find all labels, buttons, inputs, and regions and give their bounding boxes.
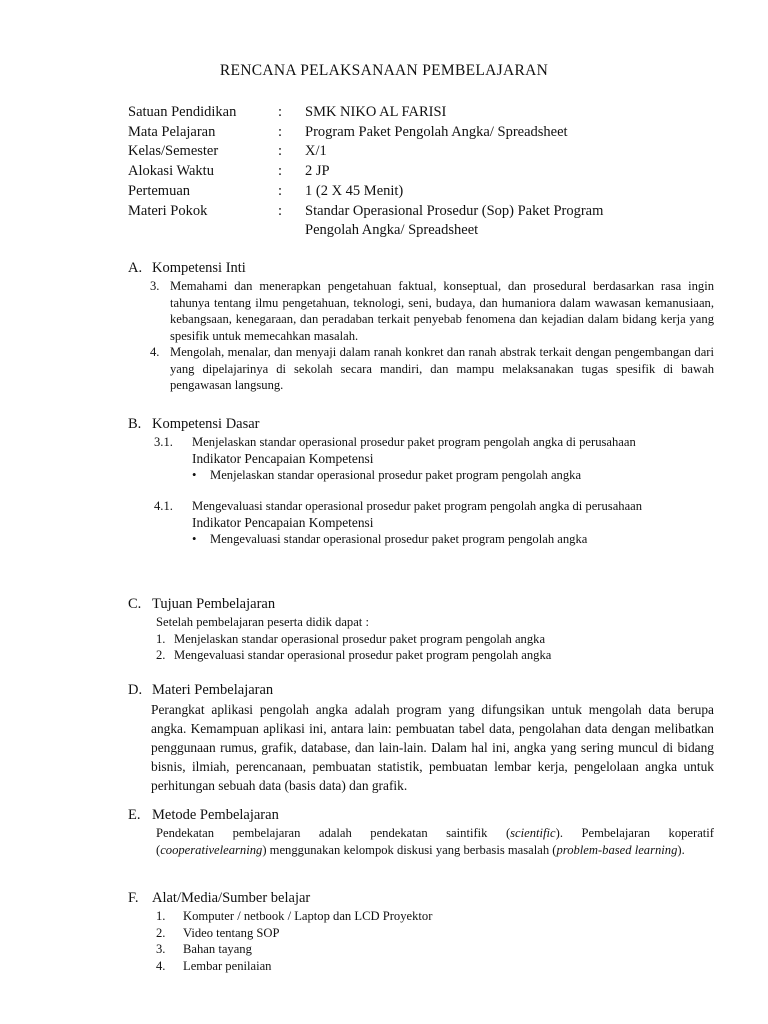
- identity-value: 2 JP: [305, 163, 330, 180]
- section-kompetensi-dasar: [128, 414, 714, 547]
- list-text: Menjelaskan standar operasional prosedur paket program pengolah angka: [174, 631, 546, 646]
- identity-label: Pertemuan: [128, 182, 191, 199]
- indicator-text: Mengevaluasi standar operasional prosedur paket program pengolah angka: [210, 531, 588, 546]
- metode-paragraph: [156, 825, 714, 858]
- materi-paragraph: Perangkat aplikasi pengolah angka adalah program yang difungsikan untuk mengolah data berupa angka. Kemampuan aplikasi ini, antara lain: pembuatan tabel data, pengolahan data dengan melibatkan penggunaan rumus, grafik, database, dan lain-lain. Dalam hal ini, angka yang sering muncul di bidang bisnis, ilmiah, perencanaan, pembuatan statistik, pembuatan lembar kerja, pengelolaan angka untuk perhitungan sebuah data (basis data) dan grafik.: [151, 702, 714, 793]
- section-heading: [128, 414, 714, 434]
- identity-row-pertemuan: [128, 182, 688, 202]
- section-letter: A.: [128, 260, 143, 276]
- list-item: [156, 908, 714, 925]
- list-number: 4.: [150, 345, 160, 359]
- identity-label: Kelas/Semester: [128, 143, 219, 160]
- metode-text: ). Pembelajaran koperatif (: [156, 826, 714, 857]
- identity-row-alokasi: [128, 162, 688, 182]
- identity-row-satuan: [128, 103, 688, 123]
- kd-item: [154, 498, 714, 547]
- metode-term: problem-based learning: [556, 842, 678, 857]
- kd-number: 4.1.: [154, 499, 173, 513]
- list-text: Komputer / netbook / Laptop dan LCD Proyektor: [183, 909, 433, 923]
- list-number: 2.: [156, 648, 166, 662]
- kd-statement: [154, 498, 714, 515]
- indicator-item: [192, 531, 714, 548]
- section-heading: [128, 680, 714, 700]
- list-item: [156, 631, 714, 648]
- section-letter: C.: [128, 596, 142, 612]
- list-item: [150, 278, 714, 344]
- identity-value-line: Pengolah Angka/ Spreadsheet: [305, 222, 479, 239]
- list-text: Mengevaluasi standar operasional prosedur paket program pengolah angka: [174, 648, 552, 662]
- identity-row-mapel: [128, 123, 688, 143]
- identity-colon: :: [278, 143, 283, 160]
- list-number: 4.: [156, 958, 166, 973]
- identity-label: Alokasi Waktu: [128, 163, 214, 180]
- section-metode-pembelajaran: [128, 805, 714, 858]
- identity-value: Program Paket Pengolah Angka/ Spreadsheet: [305, 123, 568, 140]
- section-letter: B.: [128, 416, 142, 432]
- identity-row-materi: [128, 202, 688, 241]
- list-number: 3.: [156, 942, 166, 956]
- kd-text: Mengevaluasi standar operasional prosedur paket program pengolah angka di perusahaan: [192, 499, 643, 513]
- section-heading: [128, 805, 714, 825]
- identity-value: X/1: [305, 143, 327, 160]
- list-number: 1.: [156, 631, 166, 646]
- section-title: Metode Pembelajaran: [152, 807, 279, 823]
- metode-text: Pendekatan pembelajaran adalah pendekatan saintifik (: [156, 826, 511, 840]
- list-item: [156, 958, 714, 975]
- list-text: Bahan tayang: [183, 942, 252, 956]
- section-materi-pembelajaran: [128, 680, 714, 795]
- kd-statement: [154, 434, 714, 451]
- identity-table: [128, 103, 688, 241]
- list-text: Video tentang SOP: [183, 925, 280, 940]
- list-number: 1.: [156, 909, 166, 923]
- metode-term: cooperativelearning: [160, 842, 263, 857]
- indicator-item: [192, 467, 714, 484]
- section-heading: [128, 888, 714, 908]
- identity-colon: :: [278, 163, 283, 180]
- section-tujuan-pembelajaran: [128, 594, 714, 664]
- identity-value: [305, 202, 688, 241]
- identity-row-kelas: [128, 142, 688, 162]
- bullet-icon: •: [192, 531, 197, 546]
- list-text: Lembar penilaian: [183, 958, 272, 973]
- document-title: RENCANA PELAKSANAAN PEMBELAJARAN: [219, 62, 549, 79]
- metode-term: scientific: [510, 826, 556, 840]
- section-letter: E.: [128, 807, 141, 823]
- section-letter: F.: [128, 890, 139, 906]
- section-kompetensi-inti: [128, 258, 714, 394]
- section-heading: [128, 594, 714, 614]
- section-title: Kompetensi Inti: [152, 260, 246, 276]
- tujuan-list: [156, 631, 714, 664]
- list-item: [150, 344, 714, 394]
- list-item: [156, 925, 714, 942]
- section-heading: [128, 258, 714, 278]
- kd-item: [154, 434, 714, 483]
- identity-label: Materi Pokok: [128, 202, 208, 219]
- identity-colon: :: [278, 202, 283, 219]
- section-title: Tujuan Pembelajaran: [152, 596, 276, 612]
- list-number: 2.: [156, 925, 166, 940]
- list-item: [156, 647, 714, 664]
- list-number: 3.: [150, 279, 160, 293]
- indicator-heading: Indikator Pencapaian Kompetensi: [192, 450, 374, 466]
- kd-text: Menjelaskan standar operasional prosedur paket program pengolah angka di perusahaan: [192, 435, 636, 449]
- kd-number: 3.1.: [154, 435, 173, 449]
- tujuan-intro: Setelah pembelajaran peserta didik dapat :: [156, 615, 369, 629]
- list-text: Memahami dan menerapkan pengetahuan faktual, konseptual, dan prosedural berdasarkan rasa ingin tahunya tentang ilmu pengetahuan, teknologi, seni, budaya, dan humaniora dalam wawasan kemanusiaan, kebangsaan, kenegaraan, dan peradaban terkait penyebab fenomena dan kejadian dalam bidang kerja yang spesifik untuk memecahkan masalah.: [170, 279, 714, 343]
- list-item: [156, 941, 714, 958]
- identity-colon: :: [278, 182, 283, 199]
- section-letter: D.: [128, 682, 143, 698]
- identity-value-line: Standar Operasional Prosedur (Sop) Paket Program: [305, 202, 604, 219]
- metode-text: ) menggunakan kelompok diskusi yang berbasis masalah (: [262, 842, 557, 857]
- section-title: Materi Pembelajaran: [152, 682, 274, 698]
- bullet-icon: •: [192, 467, 197, 482]
- metode-text: ).: [677, 842, 685, 857]
- section-title: Alat/Media/Sumber belajar: [152, 890, 311, 906]
- identity-value: SMK NIKO AL FARISI: [305, 104, 447, 120]
- identity-label: Mata Pelajaran: [128, 123, 216, 140]
- identity-colon: :: [278, 104, 283, 120]
- identity-label: Satuan Pendidikan: [128, 104, 237, 120]
- identity-colon: :: [278, 123, 283, 140]
- ki-list: [150, 278, 714, 394]
- section-title: Kompetensi Dasar: [152, 416, 260, 432]
- section-alat-media: [128, 888, 714, 974]
- indicator-text: Menjelaskan standar operasional prosedur paket program pengolah angka: [210, 467, 582, 482]
- indicator-heading: Indikator Pencapaian Kompetensi: [192, 514, 374, 530]
- alat-list: [156, 908, 714, 974]
- identity-value: 1 (2 X 45 Menit): [305, 182, 404, 199]
- list-text: Mengolah, menalar, dan menyaji dalam ranah konkret dan ranah abstrak terkait dengan pengembangan dari yang dipelajarinya di sekolah secara mandiri, dan mampu melaksanakan tugas spesifik di bawah pengawasan langsung.: [170, 345, 714, 392]
